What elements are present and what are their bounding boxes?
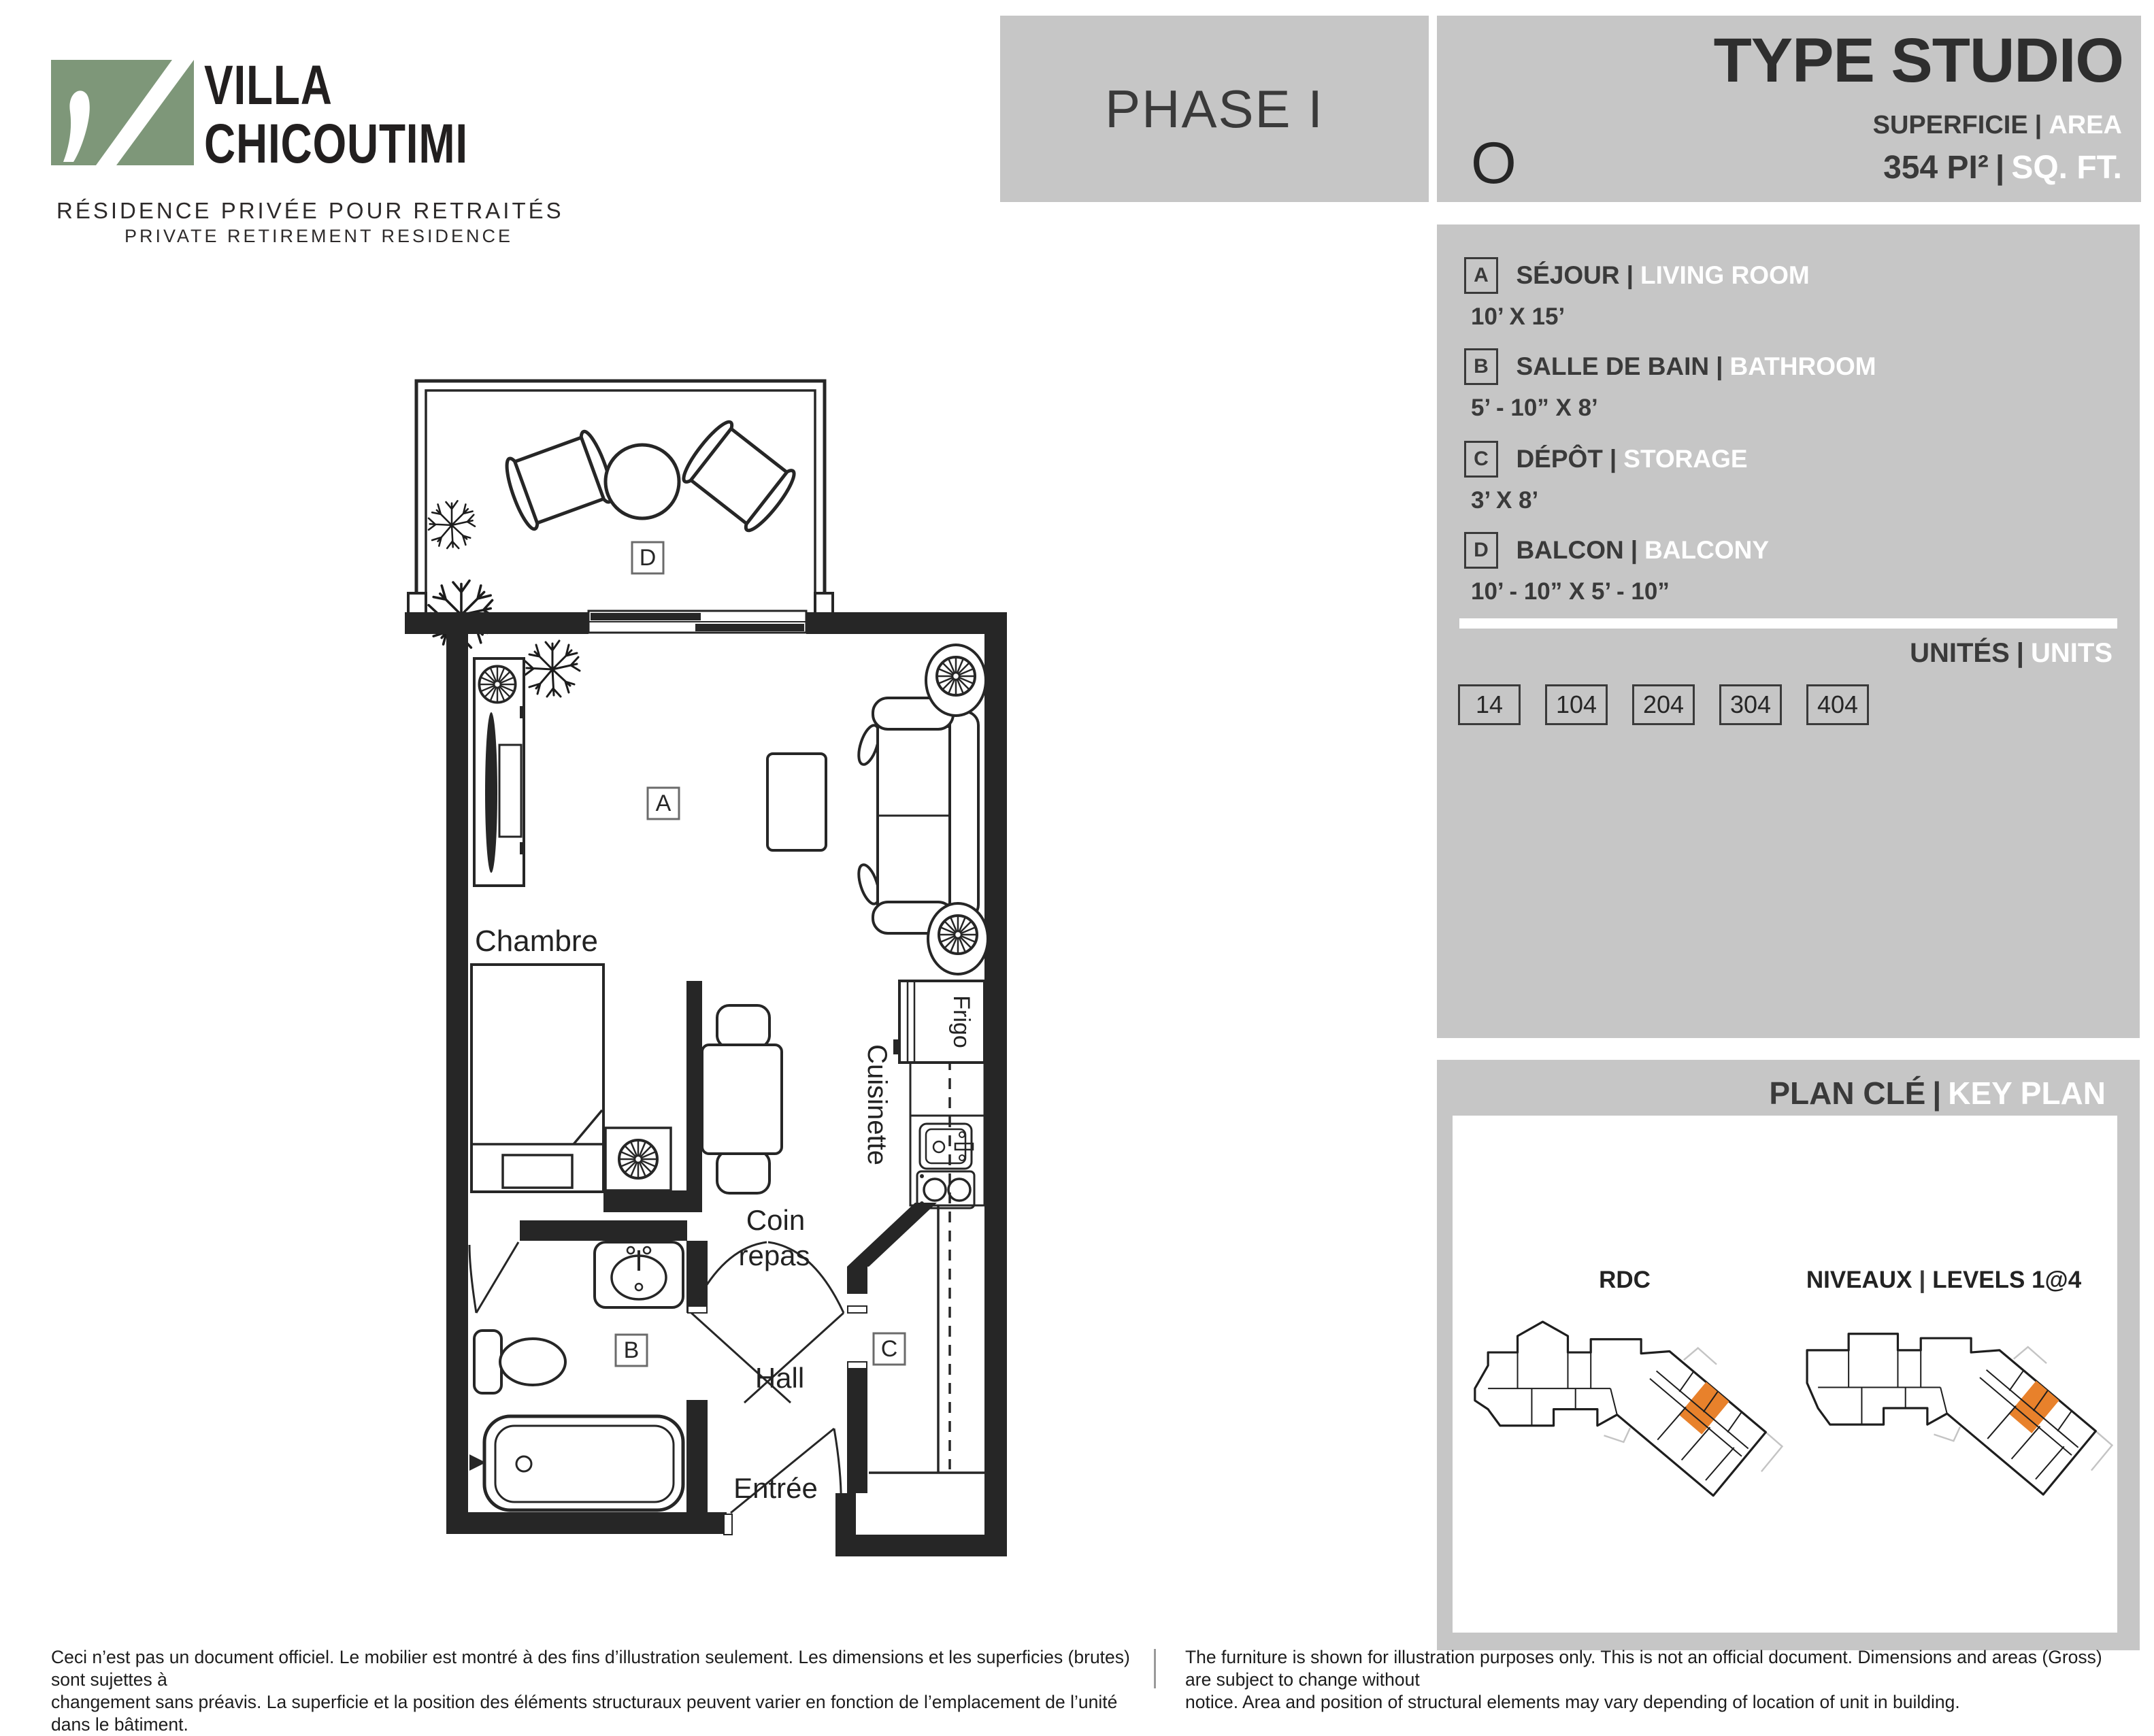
units-title-sep: | — [2016, 638, 2024, 668]
brand-name-line1: VILLA — [204, 54, 333, 116]
keyplan-title-fr: PLAN CLÉ — [1769, 1075, 1926, 1111]
legend-title-d — [1516, 536, 1769, 565]
room-tag-d: D — [639, 545, 657, 571]
area-value-separator: | — [1995, 150, 2005, 186]
disclaimer-fr — [51, 1646, 1133, 1736]
brand-name-line2: CHICOUTIMI — [204, 113, 468, 175]
bedside-table-icon — [606, 1128, 671, 1190]
room-key-badge-a: A — [1464, 257, 1498, 294]
phase-label: PHASE I — [1105, 78, 1324, 139]
phase-box — [1000, 16, 1429, 202]
room-name-en-c: STORAGE — [1623, 445, 1748, 473]
label-frigo: Frigo — [948, 995, 974, 1048]
units-title-fr: UNITÉS — [1910, 638, 2010, 668]
brand-logo — [51, 54, 564, 255]
legend-item-salle-de-bain — [1464, 348, 1876, 385]
plant-icon — [525, 641, 580, 697]
keyplan-label-rdc: RDC — [1599, 1267, 1651, 1293]
room-key-badge-d: D — [1464, 532, 1498, 569]
disclaimer-fr-line2: changement sans préavis. La superficie et la position des éléments structuraux peuvent varier en fonction de l’emplacement de l’unité dans le bâtiment. — [51, 1692, 1118, 1735]
room-dim-a: 10’ X 15’ — [1471, 303, 1565, 330]
brand-tagline-fr: RÉSIDENCE PRIVÉE POUR RETRAITÉS — [56, 198, 564, 223]
plant-icon — [429, 501, 475, 548]
keyplan-label-niveaux-en: LEVELS 1@4 — [1932, 1267, 2082, 1293]
side-table-icon — [928, 903, 988, 974]
disclaimer-en-line2: notice. Area and position of structural elements may vary depending of location of unit in building. — [1185, 1692, 1960, 1712]
keyplan-panel — [1437, 1060, 2140, 1650]
bed-icon — [471, 965, 603, 1192]
bathtub-icon — [469, 1416, 683, 1510]
dining-chair-icon — [717, 1005, 769, 1048]
legend-title-a — [1516, 261, 1809, 290]
floor-plan — [381, 340, 1048, 1599]
label-chambre: Chambre — [475, 924, 598, 958]
brand-logo-icon — [51, 60, 194, 165]
unit-badge-14: 14 — [1458, 684, 1521, 725]
label-repas: repas — [738, 1239, 810, 1271]
side-table-icon — [926, 645, 986, 716]
room-tag-c: C — [880, 1336, 898, 1362]
label-cuisinette: Cuisinette — [862, 1044, 892, 1165]
patio-table-icon — [606, 445, 679, 518]
keyplan-label-niveaux-fr: NIVEAUX — [1806, 1267, 1912, 1293]
dining-table-icon — [702, 1045, 782, 1154]
disclaimer-en — [1185, 1646, 2131, 1714]
room-dim-c: 3’ X 8’ — [1471, 487, 1539, 514]
disclaimer-fr-line1: Ceci n’est pas un document officiel. Le mobilier est montré à des fins d’illustration seulement. Les dimensions et les superficies (brutes) sont sujettes à — [51, 1647, 1130, 1690]
room-name-fr-b: SALLE DE BAIN — [1516, 352, 1710, 380]
coffee-table-icon — [767, 754, 826, 850]
type-title: TYPE STUDIO — [1713, 26, 2123, 95]
keyplan-title — [1769, 1075, 2106, 1112]
unit-badge-304: 304 — [1719, 684, 1782, 725]
legend-item-balcon — [1464, 532, 1769, 569]
sofa-icon — [855, 698, 978, 933]
legend-title-b — [1516, 352, 1876, 381]
units-title-en: UNITS — [2031, 638, 2112, 668]
room-name-fr-c: DÉPÔT — [1516, 445, 1603, 473]
tv-console-icon — [474, 658, 525, 886]
dining-chair-icon — [717, 1151, 769, 1193]
brand-name — [204, 54, 542, 175]
legend-title-c — [1516, 445, 1747, 473]
area-value-en: SQ. FT. — [2011, 150, 2122, 186]
room-name-fr-d: BALCON — [1516, 536, 1624, 564]
unit-type-letter: O — [1471, 131, 1517, 196]
keyplan-title-sep: | — [1932, 1075, 1942, 1111]
room-name-en-a: LIVING ROOM — [1640, 261, 1810, 289]
room-name-fr-a: SÉJOUR — [1516, 261, 1620, 289]
legend-item-sejour — [1464, 257, 1810, 294]
disclaimer-en-line1: The furniture is shown for illustration purposes only. This is not an official document. Dimensions and areas (Gross) are subject to change without — [1185, 1647, 2102, 1690]
sliding-door-icon — [589, 611, 806, 633]
room-name-en-b: BATHROOM — [1729, 352, 1876, 380]
room-dim-b: 5’ - 10” X 8’ — [1471, 395, 1598, 421]
dining-set — [702, 1005, 782, 1193]
room-key-badge-b: B — [1464, 348, 1498, 385]
legend-item-depot — [1464, 441, 1748, 478]
area-value-row — [1883, 149, 2122, 186]
legend-sep-a: | — [1626, 261, 1634, 289]
keyplan-niveaux-drawing — [1796, 1318, 2102, 1548]
keyplan-title-en: KEY PLAN — [1948, 1075, 2106, 1111]
keyplan-rdc-drawing — [1466, 1318, 1772, 1548]
patio-chair-icon — [678, 417, 800, 535]
units-title — [1910, 638, 2112, 669]
type-box — [1437, 16, 2141, 202]
sink-icon — [920, 1124, 973, 1169]
area-label-fr: SUPERFICIE — [1872, 111, 2028, 139]
legend-sep-c: | — [1609, 445, 1617, 473]
area-value-fr: 354 PI² — [1883, 150, 1989, 186]
legend-sep-d: | — [1630, 536, 1638, 564]
brand-tagline-en: PRIVATE RETIREMENT RESIDENCE — [125, 226, 514, 246]
room-name-en-d: BALCONY — [1644, 536, 1770, 564]
patio-chair-icon — [501, 429, 617, 532]
area-label-row — [1873, 111, 2122, 140]
bathroom-vanity-icon — [595, 1242, 683, 1307]
keyplan-canvas — [1453, 1116, 2117, 1633]
toilet-icon — [474, 1331, 565, 1393]
footer-divider — [1154, 1649, 1156, 1688]
label-coin: Coin — [746, 1204, 806, 1236]
room-dim-d: 10’ - 10” X 5’ - 10” — [1471, 578, 1670, 605]
label-entree: Entrée — [733, 1472, 818, 1504]
legend-panel — [1437, 224, 2140, 1038]
room-tag-a: A — [655, 790, 672, 816]
unit-badge-204: 204 — [1632, 684, 1695, 725]
keyplan-label-sep: | — [1919, 1267, 1926, 1293]
keyplan-label-niveaux — [1787, 1267, 2100, 1294]
cooktop-icon — [917, 1171, 974, 1208]
area-label-en: AREA — [2049, 111, 2122, 139]
room-tag-b: B — [623, 1337, 640, 1363]
room-key-badge-c: C — [1464, 441, 1498, 478]
area-label-separator: | — [2034, 111, 2042, 139]
unit-badge-104: 104 — [1545, 684, 1608, 725]
unit-number-list — [1458, 684, 1869, 725]
label-hall: Hall — [755, 1362, 805, 1394]
unit-badge-404: 404 — [1806, 684, 1869, 725]
legend-sep-b: | — [1716, 352, 1723, 380]
legend-separator-bar — [1459, 618, 2117, 629]
